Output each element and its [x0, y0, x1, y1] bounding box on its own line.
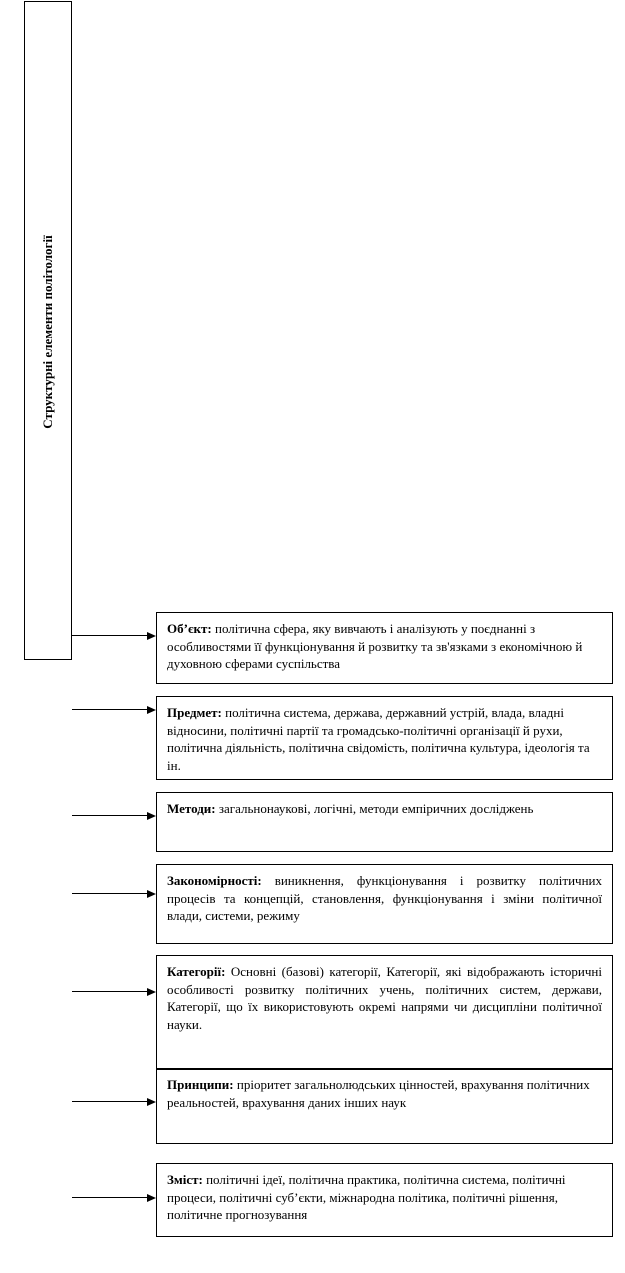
- subject-label: Предмет:: [167, 705, 222, 720]
- categories-box: [156, 955, 613, 1070]
- principles-arrow: [72, 1097, 156, 1107]
- object-text: політична сфера, яку вивчають і аналізують у поєднанні з особливостями її функціонування й розвитку та зв'язками з економічною й духовною сферами суспільства: [167, 621, 583, 671]
- principles-box: [156, 1068, 613, 1144]
- regularities-box: [156, 864, 613, 944]
- methods-arrow: [72, 811, 156, 821]
- principles-label: Принципи:: [167, 1077, 234, 1092]
- object-label: Об’єкт:: [167, 621, 212, 636]
- categories-arrow: [72, 987, 156, 997]
- methods-label: Методи:: [167, 801, 216, 816]
- subject-box: [156, 696, 613, 780]
- principles-text: пріоритет загальнолюдських цінностей, врахування політичних реальностей, врахування даних інших наук: [167, 1077, 590, 1110]
- regularities-arrow: [72, 889, 156, 899]
- content-box: [156, 1163, 613, 1237]
- content-label: Зміст:: [167, 1172, 203, 1187]
- regularities-label: Закономірності:: [167, 873, 262, 888]
- object-arrow: [72, 631, 156, 641]
- categories-label: Категорії:: [167, 964, 226, 979]
- subject-text: політична система, держава, державний устрій, влада, владні відносини, політичні партії та громадсько-політичні організації й рухи, політична діяльність, політична свідомість, політична культура, ідеологія та ін.: [167, 705, 590, 773]
- regularities-text: виникнення, функціонування і розвитку політичних процесів та концепцій, становлення, функціонування і зміни політичної влади, системи, режиму: [167, 873, 602, 923]
- methods-text: загальнонаукові, логічні, методи емпіричних досліджень: [215, 801, 534, 816]
- content-arrow: [72, 1193, 156, 1203]
- categories-text: Основні (базові) категорії, Категорії, які відображають історичні особливості розвитку політичних учень, політичних систем, держави, Категорії, що їх використовують окремі напрями чи дисципліни політичної науки.: [167, 964, 602, 1032]
- subject-arrow: [72, 705, 156, 715]
- content-text: політичні ідеї, політична практика, політична система, політичні процеси, політичні суб’єкти, міжнародна політика, політичні рішення, політичне прогнозування: [167, 1172, 566, 1222]
- title-box: [24, 1, 72, 660]
- object-box: [156, 612, 613, 684]
- diagram-title: Структурні елементи політології: [40, 235, 55, 429]
- methods-box: [156, 792, 613, 852]
